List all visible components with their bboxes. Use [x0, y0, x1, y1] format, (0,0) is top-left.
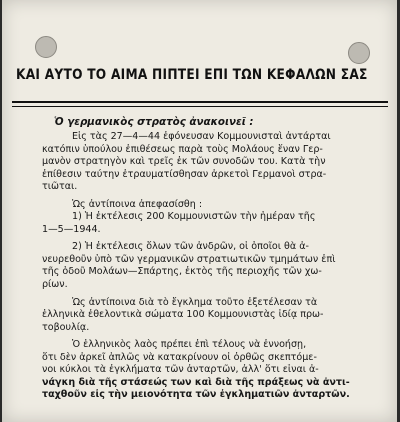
text-line: 2) Ἡ ἐκτέλεσις ὅλων τῶν ἀνδρῶν, οἱ ὁποῖοι θὰ ἀ- — [72, 241, 309, 253]
text-line: ρίων. — [42, 279, 68, 291]
announcement-body — [42, 131, 384, 402]
paragraph-attack — [42, 131, 384, 194]
text-line: ταχθοῦν εἰς τὴν μειονότητα τῶν ἐγκληματιῶν ἀνταρτῶν. — [42, 389, 350, 401]
text-line: Ὡς ἀντίποινα διὰ τὸ ἔγκλημα τοῦτο ἐξετέλεσαν τὰ — [72, 296, 318, 308]
text-line: μανὸν στρατηγὸν καὶ τρεῖς ἐκ τῶν συνοδῶν του. Κατὰ τὴν — [42, 156, 326, 168]
headline-rule-thin — [12, 106, 388, 107]
text-line: Εἰς τὰς 27—4—44 ἐφόνευσαν Κομμουνισταὶ ἀντάρται — [72, 131, 331, 142]
text-line: ὅτι δὲν ἀρκεῖ ἁπλῶς νὰ κατακρίνουν οἱ ὀρθῶς σκεπτόμε- — [42, 351, 317, 363]
leaflet-page — [2, 0, 397, 422]
reprisal-point-1 — [42, 211, 384, 236]
text-line: Ὁ ἑλληνικὸς λαὸς πρέπει ἐπὶ τέλους νὰ ἐννοήσῃ, — [72, 339, 307, 351]
punch-hole — [35, 36, 57, 58]
text-line: κατόπιν ὑπούλου ἐπιθέσεως παρὰ τοὺς Μολάους ἕναν Γερ- — [42, 143, 323, 155]
text-line: ἑλληνικὰ ἐθελοντικὰ σώματα 100 Κομμουνιστὰς ἰδίᾳ πρω- — [42, 309, 324, 321]
text-line: νάγκη διὰ τῆς στάσεώς των καὶ διὰ τῆς πράξεως νὰ ἀντι- — [42, 376, 350, 388]
text-line: 1) Ἡ ἐκτέλεσις 200 Κομμουνιστῶν τὴν ἡμέραν τῆς — [72, 211, 316, 223]
text-line: 1—5—1944. — [42, 223, 101, 235]
text-line: τοβουλίᾳ. — [42, 321, 90, 333]
paragraph-volunteers — [42, 297, 384, 335]
paragraph-warning — [42, 339, 384, 402]
text-line: νευρεθοῦν ὑπὸ τῶν γερμανικῶν στρατιωτικῶν τμημάτων ἐπὶ — [42, 253, 336, 265]
text-line: ἐπίθεσιν ταύτην ἐτραυματίσθησαν ἀρκετοὶ Γερμανοὶ στρα- — [42, 168, 327, 180]
reprisal-intro: Ὡς ἀντίποινα ἀπεφασίσθη : — [72, 198, 203, 210]
text-line: τῆς ὁδοῦ Μολάων—Σπάρτης, ἐκτὸς τῆς περιοχῆς τῶν χω- — [42, 266, 322, 278]
text-line: νοι κύκλοι τὰ ἐγκλήματα τῶν ἀνταρτῶν, ἀλλ' ὅτι εἶναι ἀ- — [42, 364, 319, 376]
text-line: τιῶται. — [42, 181, 78, 193]
reprisal-point-2 — [42, 241, 384, 291]
subheading: Ὁ γερμανικὸς στρατὸς ἀνακοινεῖ : — [54, 116, 254, 128]
punch-hole — [348, 42, 370, 64]
headline-rule — [12, 101, 388, 103]
headline: ΚΑΙ ΑΥΤΟ ΤΟ ΑΙΜΑ ΠΙΠΤΕΙ ΕΠΙ ΤΩΝ ΚΕΦΑΛΩΝ ΣΑΣ — [16, 67, 368, 83]
